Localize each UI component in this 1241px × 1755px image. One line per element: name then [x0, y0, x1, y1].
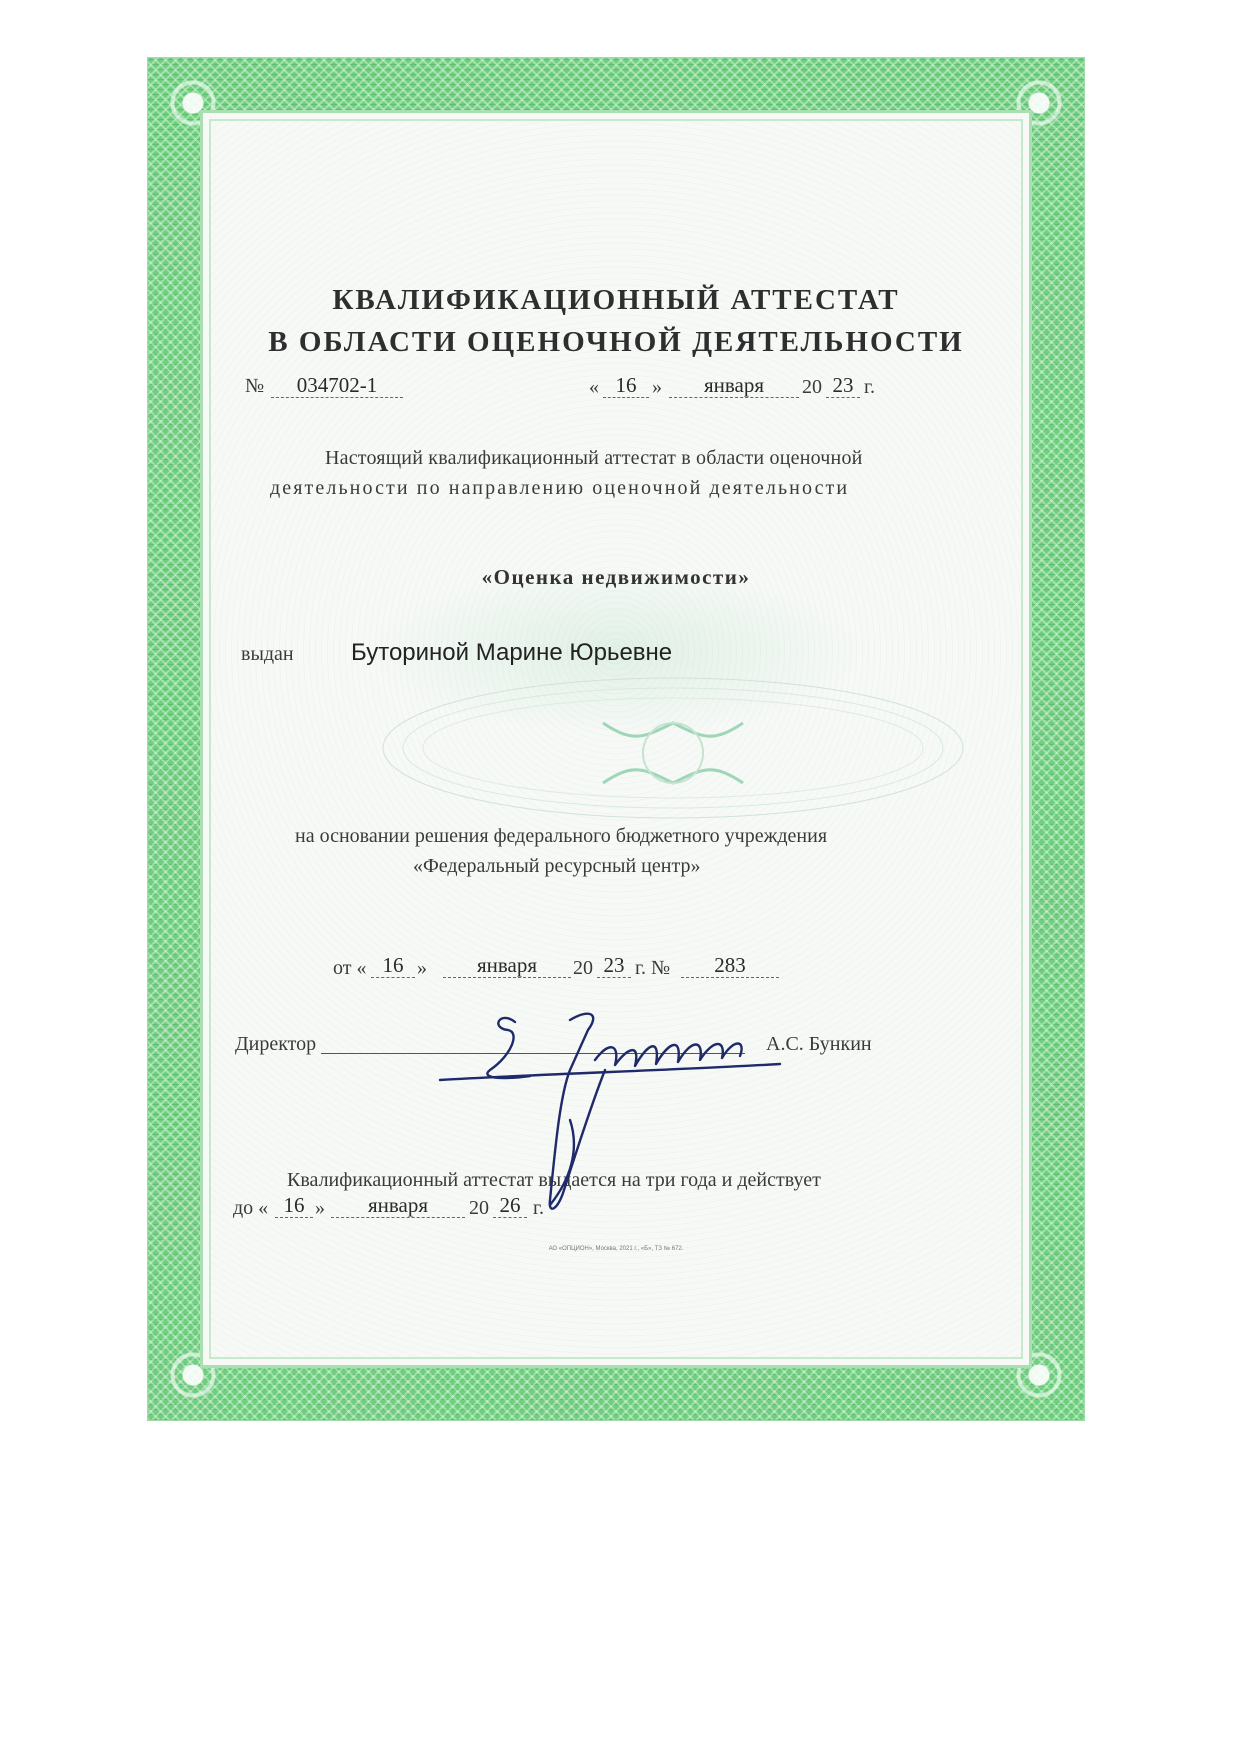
assessment-direction: «Оценка недвижимости» — [481, 565, 751, 589]
title-line-2: В ОБЛАСТИ ОЦЕНОЧНОЙ ДЕЯТЕЛЬНОСТИ — [268, 326, 964, 358]
decision-quote-close: » — [417, 957, 427, 979]
issued-label: выдан — [241, 643, 294, 665]
valid-until-month: января — [331, 1193, 465, 1218]
basis-line-1: на основании решения федерального бюджетного учреждения — [295, 825, 828, 847]
decision-number-label: г. № — [635, 957, 671, 979]
recipient-name: Буториной Марине Юрьевне — [351, 639, 673, 666]
issue-date-year-suffix: 23 — [826, 373, 860, 398]
body-line-2: деятельности по направлению оценочной деятельности — [270, 477, 850, 499]
issue-date-quote-close: » — [652, 376, 662, 398]
issue-date-day: 16 — [603, 373, 649, 398]
number-label: № — [245, 375, 265, 397]
issue-date-year-prefix: 20 — [802, 376, 822, 398]
decision-from-label: от « — [333, 957, 367, 979]
valid-until-year-suffix: 26 — [493, 1193, 527, 1218]
decision-month: января — [443, 953, 571, 978]
valid-until-quote-close: » — [315, 1197, 325, 1219]
director-name: А.С. Бункин — [766, 1033, 872, 1055]
director-signature — [420, 1000, 820, 1240]
body-line-1: Настоящий квалификационный аттестат в области оценочной — [325, 447, 863, 469]
decision-number: 283 — [681, 953, 779, 978]
certificate-number: 034702-1 — [271, 373, 403, 398]
title-line-1: КВАЛИФИКАЦИОННЫЙ АТТЕСТАТ — [332, 284, 900, 316]
decision-day: 16 — [371, 953, 415, 978]
issue-date-month: января — [669, 373, 799, 398]
guilloche-emblem — [373, 663, 973, 833]
valid-until-year-prefix: 20 — [469, 1197, 489, 1219]
certificate-title — [203, 279, 1029, 363]
decision-year-prefix: 20 — [573, 957, 593, 979]
basis-line-2: «Федеральный ресурсный центр» — [413, 855, 701, 877]
valid-until-year-unit: г. — [533, 1197, 544, 1219]
valid-until-label: до « — [233, 1197, 269, 1219]
printer-imprint: АО «ОПЦИОН», Москва, 2021 г., «Б», ТЗ № 672. — [548, 1246, 684, 1252]
valid-until-day: 16 — [275, 1193, 313, 1218]
director-label: Директор — [235, 1033, 317, 1055]
issue-date-quote-open: « — [589, 376, 599, 398]
validity-line: Квалификационный аттестат выдается на три года и действует — [287, 1169, 821, 1191]
decision-year-suffix: 23 — [597, 953, 631, 978]
issue-date-year-unit: г. — [864, 376, 875, 398]
